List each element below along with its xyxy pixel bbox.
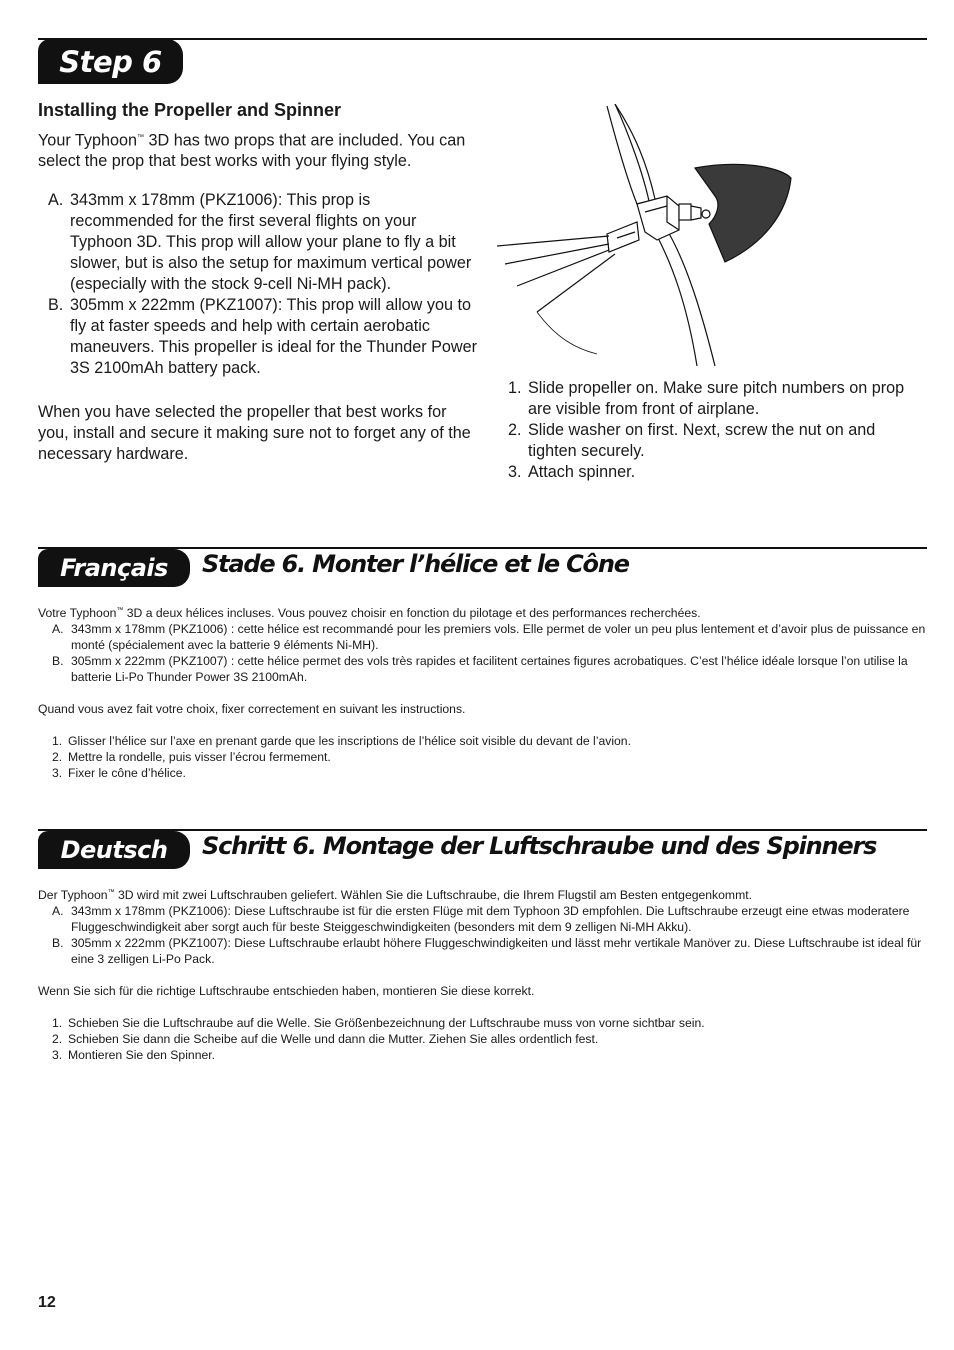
list-item: 2. Slide washer on first. Next, screw the nut on and tighten securely. — [508, 421, 876, 460]
list-item: A. 343mm x 178mm (PKZ1006) : cette hélice est recommandé pour les premiers vols. Elle permet de voler un peu plus lentement et d’avoir plus de puissance en monté (spécialement avec la batterie 9 éléments Ni-MH). — [52, 622, 926, 653]
list-item: 3. Montieren Sie den Spinner. — [52, 1048, 216, 1063]
list-item: 2. Schieben Sie dann die Scheibe auf die Welle und dann die Mutter. Ziehen Sie alles ordentlich fest. — [52, 1032, 599, 1047]
list-item: 1. Schieben Sie die Luftschraube auf die Welle. Sie Größenbezeichnung der Luftschraube muss von vorne sichtbar sein. — [52, 1016, 705, 1031]
list-item: A. 343mm x 178mm (PKZ1006): Diese Luftschraube ist für die ersten Flüge mit dem Typhoon 3D empfohlen. Die Luftschraube erzeugt eine etwas moderatere Fluggeschwindigkeit aber sorgt auch für beste Steiggeschwindigkeiten (besonders mit dem 9 zelligen Ni-MH Akku). — [52, 904, 910, 935]
list-item: 3. Fixer le cône d’hélice. — [52, 766, 186, 781]
list-item: 1. Slide propeller on. Make sure pitch numbers on prop are visible from front of airplane. — [508, 379, 905, 418]
step-closing: When you have selected the propeller that best works for you, install and secure it making sure not to forget any of the necessary hardware. — [38, 403, 471, 463]
step-intro: Your Typhoon™ 3D has two props that are included. You can select the prop that best works with your flying style. — [38, 131, 466, 171]
section-body-deutsch: Der Typhoon™ 3D wird mit zwei Luftschrauben geliefert. Wählen Sie die Luftschraube, die Ihrem Flugstil am Besten entgegenkommt. A. 343mm x 178mm (PKZ1006): Diese Luftschraube ist für die ersten Flüge mit dem Typhoon 3D empfohlen. Die Luftschraube erzeugt eine etwas moderatere Fluggeschwindigkeit aber sorgt auch für beste Steiggeschwindigkeiten (besonders mit dem 9 zelligen Ni-MH Akku). B. 305mm x 222mm (PKZ1007): Diese Luftschraube erlaubt höhere Fluggeschwindigkeiten und lässt mehr vertikale Manöver zu. Diese Luftschraube ist ideal für eine 3 zelligen Li-Po Pack. Wenn Sie sich für die richtige Luftschraube entschieden haben, montieren Sie diese korrekt. 1. Schieben Sie die Luftschraube auf die Welle. Sie Größenbezeichnung der Luftschraube muss von vorne sichtbar sein. 2. Schieben Sie dann die Scheibe auf die Welle und dann die Mutter. Ziehen Sie alles ordentlich fest. 3. Montieren Sie den Spinner. — [38, 885, 928, 1063]
language-badge-francais: Français — [38, 549, 190, 587]
list-item: A. 343mm x 178mm (PKZ1006): This prop is recommended for the first several flights on your Typhoon 3D. This prop will allow your plane to fly a bit slower, but is also the setup for maximum vertical power (especially with the stock 9-cell Ni-MH pack). — [48, 191, 472, 293]
propeller-spinner-illustration-icon — [497, 104, 813, 368]
list-item: 2. Mettre la rondelle, puis visser l’écrou fermement. — [52, 750, 331, 765]
list-item: 1. Glisser l’hélice sur l’axe en prenant garde que les inscriptions de l’hélice soit visible du devant de l’avion. — [52, 734, 631, 749]
list-item: B. 305mm x 222mm (PKZ1007): This prop will allow you to fly at faster speeds and help with certain aerobatic maneuvers. This propeller is ideal for the Thunder Power 3S 2100mAh battery pack. — [48, 296, 477, 377]
list-item: B. 305mm x 222mm (PKZ1007) : cette hélice permet des vols très rapides et facilitent certaines figures acrobatiques. C’est l’hélice idéale lorsque l’on utilise la batterie Li-Po Thunder Power 3S 2100mAh. — [52, 654, 908, 685]
section-body-francais: Votre Typhoon™ 3D a deux hélices incluses. Vous pouvez choisir en fonction du pilotage et des performances recherchées. A. 343mm x 178mm (PKZ1006) : cette hélice est recommandé pour les premiers vols. Elle permet de voler un peu plus lentement et d’avoir plus de puissance en monté (spécialement avec la batterie 9 éléments Ni-MH). B. 305mm x 222mm (PKZ1007) : cette hélice permet des vols très rapides et facilitent certaines figures acrobatiques. C’est l’hélice idéale lorsque l’on utilise la batterie Li-Po Thunder Power 3S 2100mAh. Quand vous avez fait votre choix, fixer correctement en suivant les instructions. 1. Glisser l’hélice sur l’axe en prenant garde que les inscriptions de l’hélice soit visible du devant de l’avion. 2. Mettre la rondelle, puis visser l’écrou fermement. 3. Fixer le cône d’hélice. — [38, 603, 928, 781]
language-badge-deutsch: Deutsch — [38, 831, 190, 869]
page-number: 12 — [38, 1294, 56, 1311]
step-badge: Step 6 — [38, 39, 183, 84]
list-item: 3. Attach spinner. — [508, 463, 636, 481]
list-item: B. 305mm x 222mm (PKZ1007): Diese Luftschraube erlaubt höhere Fluggeschwindigkeiten und lässt mehr vertikale Manöver zu. Diese Luftschraube ist ideal für eine 3 zelligen Li-Po Pack. — [52, 936, 922, 967]
step-heading: Installing the Propeller and Spinner — [38, 100, 342, 120]
section-title-francais: Stade 6. Monter l’hélice et le Cône — [202, 550, 629, 578]
section-title-deutsch: Schritt 6. Montage der Luftschraube und des Spinners — [202, 832, 877, 860]
prop-options-list — [38, 190, 478, 379]
install-steps-list — [508, 378, 928, 483]
